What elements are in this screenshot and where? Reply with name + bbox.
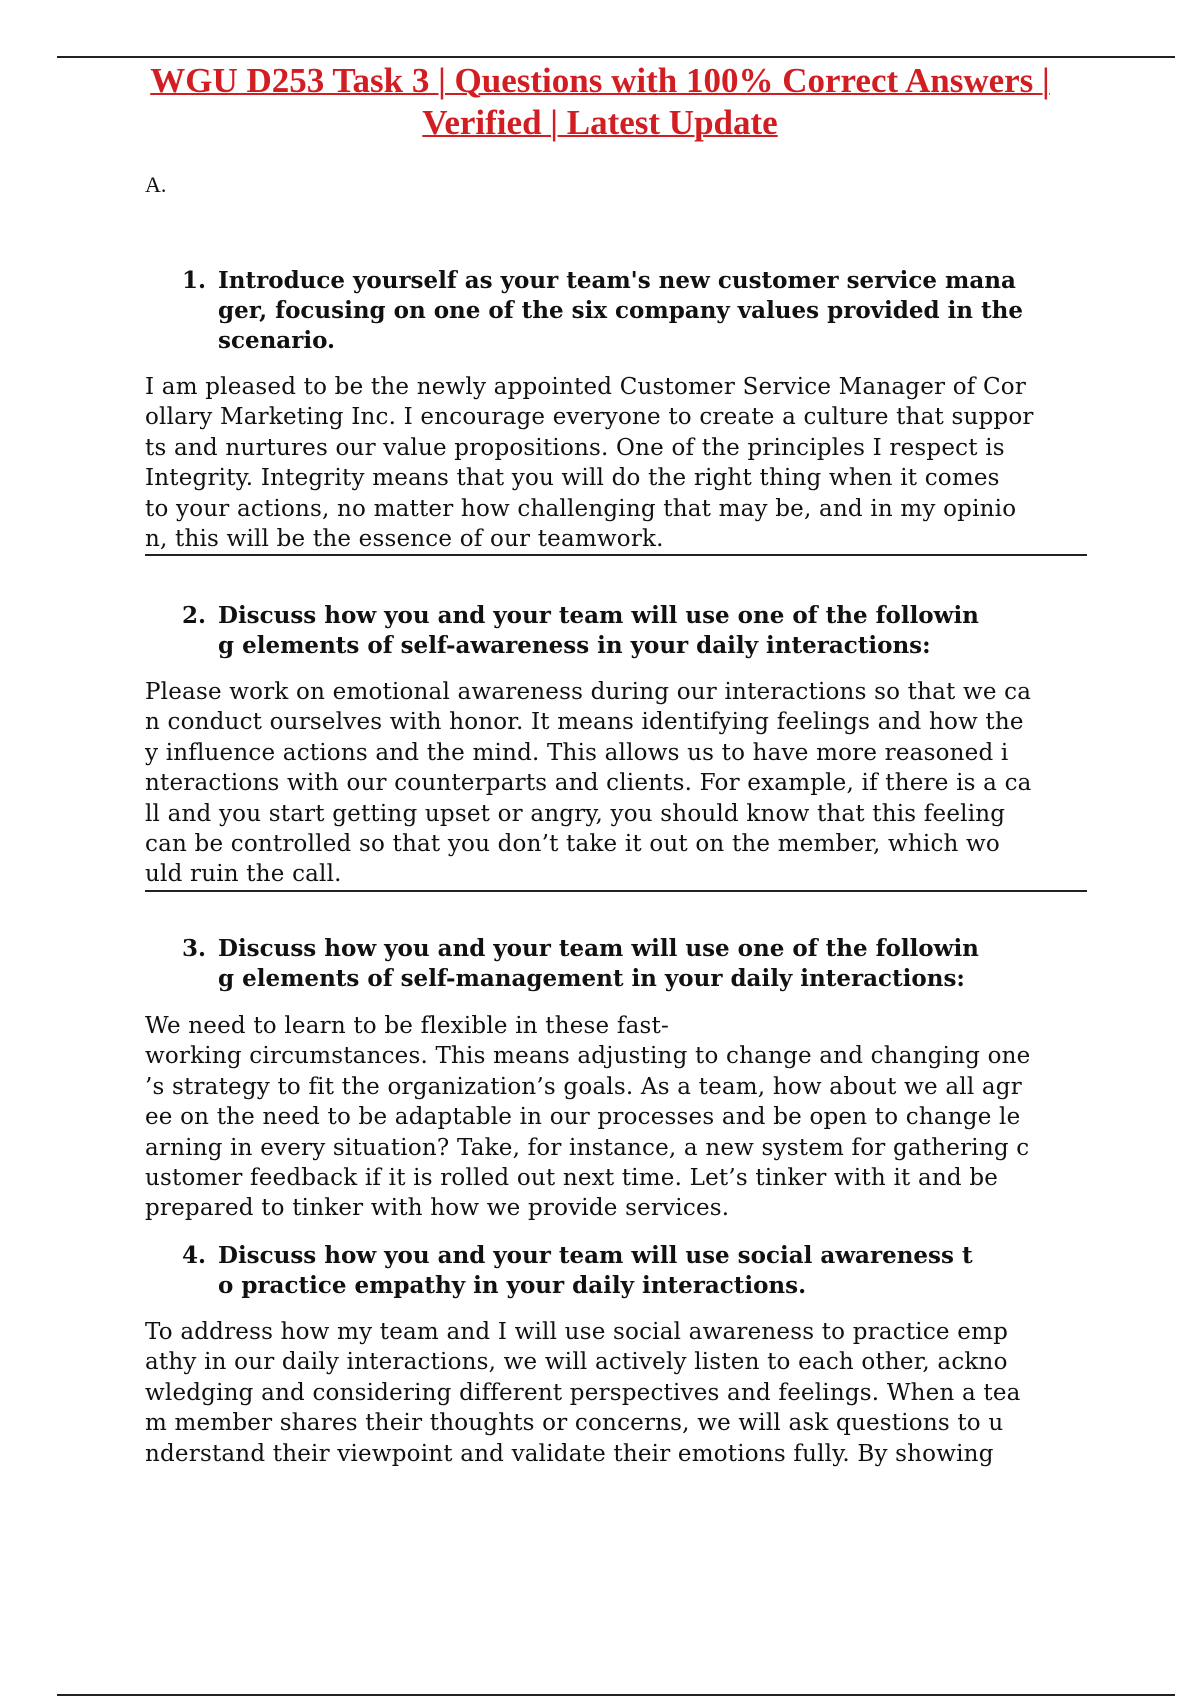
answer-2 bbox=[145, 677, 1087, 892]
question-text-line: g elements of self-awareness in your daily interactions: bbox=[218, 632, 931, 659]
answer-line: can be controlled so that you don’t take it out on the member, which wo bbox=[145, 831, 1000, 858]
section-marker: A. bbox=[145, 172, 167, 197]
title-line-1: WGU D253 Task 3 | Questions with 100% Correct Answers | bbox=[150, 61, 1050, 100]
answer-line: n conduct ourselves with honor. It means identifying feelings and how the bbox=[145, 709, 1024, 736]
answer-line: Please work on emotional awareness during our interactions so that we ca bbox=[145, 679, 1032, 705]
question-text-line: Introduce yourself as your team's new customer service mana bbox=[218, 267, 1016, 294]
question-number: 2. bbox=[182, 602, 207, 629]
answer-line: prepared to tinker with how we provide services. bbox=[145, 1195, 730, 1222]
answer-line: to your actions, no matter how challenging that may be, and in my opinio bbox=[145, 495, 1017, 522]
question-4-heading bbox=[182, 1241, 1082, 1301]
question-number: 1. bbox=[182, 267, 207, 294]
top-rule bbox=[57, 56, 1175, 58]
question-1-heading bbox=[182, 266, 1082, 356]
title-line-2: Verified | Latest Update bbox=[422, 103, 778, 142]
answer-line: ustomer feedback if it is rolled out next time. Let’s tinker with it and be bbox=[145, 1165, 999, 1192]
question-text-line: g elements of self-management in your daily interactions: bbox=[218, 965, 965, 992]
answer-line: m member shares their thoughts or concerns, we will ask questions to u bbox=[145, 1410, 1004, 1437]
question-text-line: Discuss how you and your team will use one of the followin bbox=[218, 935, 979, 962]
answer-line: ts and nurtures our value propositions. One of the principles I respect is bbox=[145, 434, 1005, 461]
bottom-rule bbox=[57, 1694, 1175, 1696]
question-text-line: Discuss how you and your team will use social awareness t bbox=[218, 1242, 973, 1269]
answer-line: uld ruin the call. bbox=[145, 861, 342, 888]
answer-1 bbox=[145, 372, 1087, 556]
answer-line: ’s strategy to fit the organization’s goals. As a team, how about we all agr bbox=[145, 1073, 1022, 1100]
answer-line: ll and you start getting upset or angry, you should know that this feeling bbox=[145, 800, 1006, 827]
answer-line: I am pleased to be the newly appointed Customer Service Manager of Cor bbox=[145, 374, 1027, 400]
question-text-line: Discuss how you and your team will use one of the followin bbox=[218, 602, 979, 629]
answer-line: n, this will be the essence of our teamwork. bbox=[145, 526, 664, 553]
answer-line: We need to learn to be flexible in these fast- bbox=[145, 1013, 669, 1039]
answer-line: athy in our daily interactions, we will actively listen to each other, ackno bbox=[145, 1349, 1008, 1376]
answer-line: To address how my team and I will use social awareness to practice emp bbox=[145, 1319, 1009, 1345]
answer-line: nderstand their viewpoint and validate their emotions fully. By showing bbox=[145, 1440, 994, 1467]
answer-4 bbox=[145, 1317, 1085, 1469]
question-text-line: scenario. bbox=[218, 327, 336, 354]
answer-line: nteractions with our counterparts and clients. For example, if there is a ca bbox=[145, 770, 1032, 797]
question-3-heading bbox=[182, 934, 1082, 994]
answer-line: ee on the need to be adaptable in our processes and be open to change le bbox=[145, 1104, 1021, 1131]
question-number: 3. bbox=[182, 935, 207, 962]
document-title bbox=[100, 60, 1100, 144]
answer-line: y influence actions and the mind. This allows us to have more reasoned i bbox=[145, 739, 1009, 766]
answer-line: Integrity. Integrity means that you will do the right thing when it comes bbox=[145, 465, 1000, 492]
question-number: 4. bbox=[182, 1242, 207, 1269]
answer-line: ollary Marketing Inc. I encourage everyone to create a culture that suppor bbox=[145, 404, 1034, 431]
question-text-line: ger, focusing on one of the six company values provided in the bbox=[218, 297, 1024, 324]
question-text-line: o practice empathy in your daily interactions. bbox=[218, 1272, 807, 1299]
answer-line: working circumstances. This means adjusting to change and changing one bbox=[145, 1043, 1031, 1070]
answer-line: wledging and considering different perspectives and feelings. When a tea bbox=[145, 1379, 1021, 1406]
answer-3 bbox=[145, 1011, 1085, 1224]
question-2-heading bbox=[182, 601, 1082, 661]
answer-line: arning in every situation? Take, for instance, a new system for gathering c bbox=[145, 1134, 1030, 1161]
